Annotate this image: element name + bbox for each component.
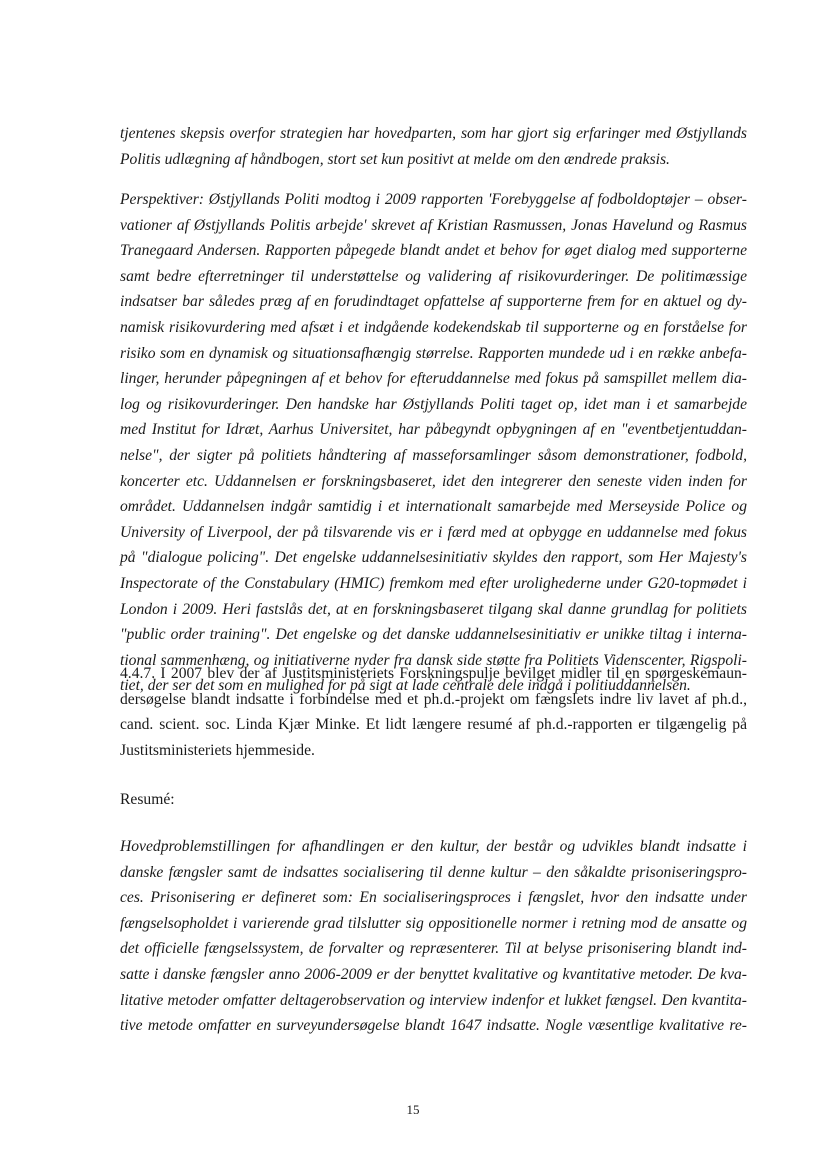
text-line: vationer af Østjyllands Politis arbejde' skrevet af Kristian Rasmussen, Jonas Havelund og Rasmus	[120, 216, 747, 234]
text-line: Perspektiver: Østjyllands Politi modtog i 2009 rapporten 'Forebyggelse af fodboldoptøjer – obser-	[120, 191, 747, 208]
paragraph-perspektiver	[120, 187, 747, 699]
text-line: på "dialogue policing". Det engelske uddannelsesinitiativ skyldes den rapport, som Her Majesty's	[120, 549, 747, 567]
text-line: satte i danske fængsler anno 2006-2009 er der benyttet kvalitative og kvantitative metoder. De kva-	[120, 965, 747, 983]
text-line: det officielle fængselssystem, de forvalter og repræsenterer. Til at belyse prisonisering blandt ind-	[120, 940, 747, 958]
text-line: tional sammenhæng, og initiativerne nyder fra dansk side støtte fra Politiets Videnscenter, Rigspoli-	[120, 651, 747, 669]
text-line: University of Liverpool, der på tilsvarende vis er i færd med at opbygge en uddannelse med fokus	[120, 523, 747, 541]
paragraph-resume	[120, 834, 747, 1039]
text-line: tjentenes skepsis overfor strategien har hovedparten, som har gjort sig erfaringer med Østjyllands	[120, 125, 747, 142]
text-line: 4.4.7. I 2007 blev der af Justitsministeriets Forskningspulje bevilget midler til en spørgeskemaun-	[120, 665, 747, 682]
text-line: med Institut for Idræt, Aarhus Universitet, har påbegyndt opbygningen af en "eventbetjentuddan-	[120, 421, 747, 439]
text-line: nelse", der sigter på politiets håndtering af masseforsamlinger såsom demonstrationer, fodbold,	[120, 446, 747, 464]
text-line: namisk risikovurdering med afsæt i et indgående kodekendskab til supporterne og en forståelse for	[120, 318, 747, 336]
text-line: tiet, der ser det som en mulighed for på sigt at lade centrale dele indgå i politiuddannelsen.	[120, 677, 691, 695]
text-line: Inspectorate of the Constabulary (HMIC) fremkom med efter urolighederne under G20-topmødet i	[120, 574, 747, 592]
text-line: området. Uddannelsen indgår samtidig i et internationalt samarbejde med Merseyside Police og	[120, 498, 747, 516]
text-line: koncerter etc. Uddannelsen er forskningsbaseret, idet den integrerer den seneste viden inden for	[120, 472, 747, 490]
text-line: Politis udlægning af håndbogen, stort set kun positivt at melde om den ændrede praksis.	[120, 150, 670, 168]
text-line: samt bedre efterretninger til understøttelse og validering af risikovurderinger. De politimæssige	[120, 267, 747, 285]
text-line: Resumé:	[120, 791, 175, 808]
text-line: cand. scient. soc. Linda Kjær Minke. Et lidt længere resumé af ph.d.-rapporten er tilgængelig på	[120, 716, 747, 734]
text-line: indsatser bar således præg af en forudindtaget opfattelse af supporterne frem for en aktuel og dy-	[120, 293, 747, 311]
text-line: danske fængsler samt de indsattes socialisering til denne kultur – den såkaldte prisoniseringspro-	[120, 863, 747, 881]
text-line: tive metode omfatter en surveyundersøgelse blandt 1647 indsatte. Nogle væsentlige kvalitative re-	[120, 1017, 747, 1035]
text-line: log og risikovurderinger. Den handske har Østjyllands Politi taget op, idet man i et samarbejde	[120, 395, 747, 413]
text-line: dersøgelse blandt indsatte i forbindelse med et ph.d.-projekt om fængslets indre liv lavet af ph.d.,	[120, 690, 747, 708]
paragraph-intro-continuation	[120, 121, 747, 172]
text-line: Tranegaard Andersen. Rapporten påpegede blandt andet et behov for øget dialog med supporterne	[120, 242, 747, 260]
text-line: linger, herunder påpegningen af et behov for efteruddannelse med fokus på samspillet mellem dia-	[120, 370, 747, 388]
text-line: ces. Prisonisering er defineret som: En socialiseringsproces i fængslet, hvor den indsatte under	[120, 889, 747, 907]
text-line: Hovedproblemstillingen for afhandlingen er den kultur, der består og udvikles blandt indsatte i	[120, 838, 747, 855]
text-line: Justitsministeriets hjemmeside.	[120, 741, 315, 759]
page-number: 15	[406, 1102, 420, 1117]
paragraph-section-4-4-7	[120, 661, 747, 763]
text-line: fængselsopholdet i varierende grad tilslutter sig oppositionelle normer i retning mod de ansatte og	[120, 914, 747, 932]
text-line: litative metoder omfatter deltagerobservation og interview indenfor et lukket fængsel. Den kvantita-	[120, 991, 747, 1009]
text-line: London i 2009. Heri fastslås det, at en forskningsbaseret tilgang skal danne grundlag for politiets	[120, 600, 747, 618]
text-line: risiko som en dynamisk og situationsafhængig størrelse. Rapporten mundede ud i en række anbefa-	[120, 344, 747, 362]
resume-heading	[120, 787, 747, 813]
text-line: "public order training". Det engelske og det danske uddannelsesinitiativ er unikke tiltag i interna-	[120, 626, 747, 644]
